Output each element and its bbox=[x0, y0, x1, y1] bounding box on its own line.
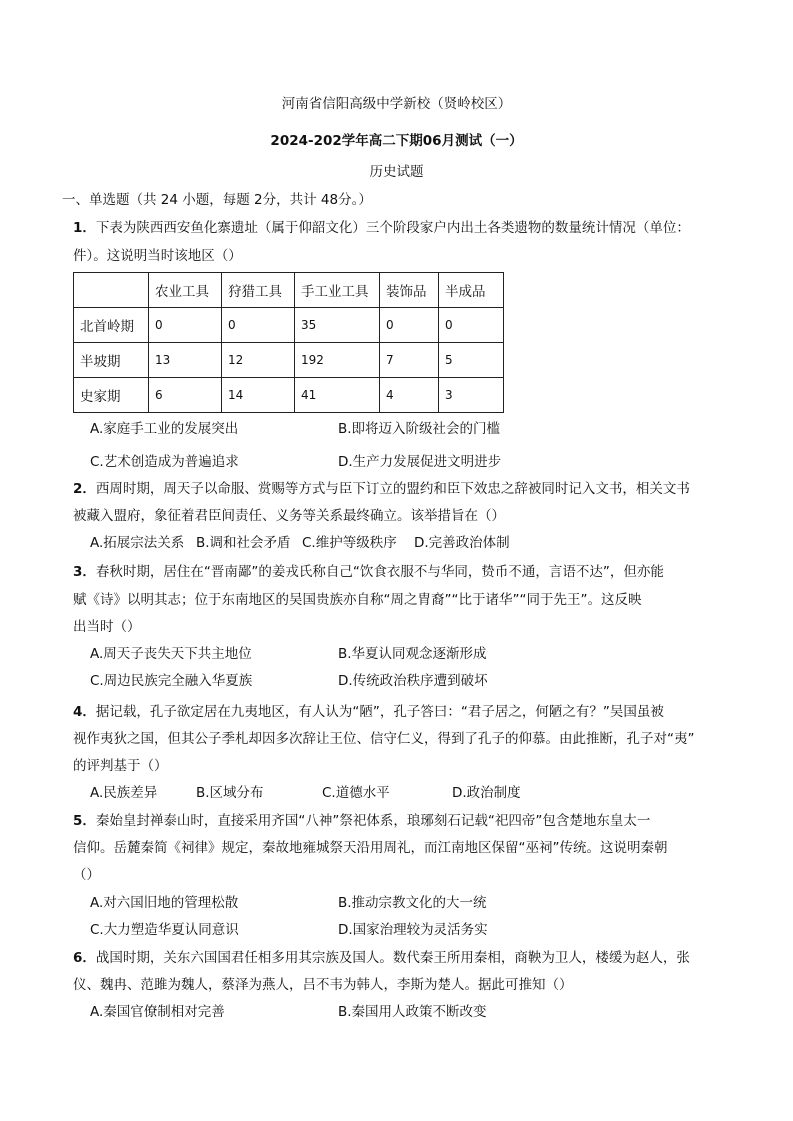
question-6-line-1 bbox=[73, 948, 690, 968]
table-header-cell bbox=[74, 273, 149, 308]
table-cell: 3 bbox=[439, 378, 504, 413]
table-cell: 13 bbox=[149, 343, 222, 378]
question-4-line-3: 的评判基于（） bbox=[73, 758, 168, 774]
question-number: 6． bbox=[73, 950, 96, 966]
q2-option-c[interactable]: C.维护等级秩序 bbox=[302, 535, 397, 551]
table-cell: 35 bbox=[295, 308, 380, 343]
table-header-cell: 农业工具 bbox=[149, 273, 222, 308]
question-text: 春秋时期，居住在“晋南鄙”的姜戎氏称自己“饮食衣服不与华同，贽币不通，言语不达”，但亦能 bbox=[95, 564, 664, 580]
question-1-line-1 bbox=[73, 218, 690, 238]
table-cell: 12 bbox=[222, 343, 295, 378]
table-cell: 0 bbox=[222, 308, 295, 343]
table-cell: 5 bbox=[439, 343, 504, 378]
table-cell: 7 bbox=[380, 343, 439, 378]
q4-option-a[interactable]: A.民族差异 bbox=[90, 785, 158, 801]
table-cell: 0 bbox=[439, 308, 504, 343]
table-header-cell: 半成品 bbox=[439, 273, 504, 308]
table-cell: 4 bbox=[380, 378, 439, 413]
question-5-line-3: （） bbox=[73, 867, 100, 883]
question-number: 4． bbox=[73, 704, 96, 720]
table-header-cell: 装饰品 bbox=[380, 273, 439, 308]
table-header-row bbox=[74, 273, 504, 308]
q2-option-b[interactable]: B.调和社会矛盾 bbox=[196, 535, 291, 551]
table-row bbox=[74, 378, 504, 413]
school-name: 河南省信阳高级中学新校（贤岭校区） bbox=[281, 96, 512, 112]
q4-option-c[interactable]: C.道德水平 bbox=[322, 785, 390, 801]
q4-option-d[interactable]: D.政治制度 bbox=[452, 785, 521, 801]
q1-option-b[interactable]: B.即将迈入阶级社会的门槛 bbox=[338, 421, 501, 437]
table-header-cell: 手工业工具 bbox=[295, 273, 380, 308]
table-cell: 史家期 bbox=[74, 378, 149, 413]
q3-option-d[interactable]: D.传统政治秩序遭到破坏 bbox=[338, 673, 488, 689]
q5-option-d[interactable]: D.国家治理较为灵活务实 bbox=[338, 922, 488, 938]
question-3-line-3: 出当时（） bbox=[73, 619, 141, 635]
table-header-cell: 狩猎工具 bbox=[222, 273, 295, 308]
question-text: 战国时期，关东六国国君任相多用其宗族及国人。数代秦王所用秦相，商鞅为卫人，楼缓为赵人，张 bbox=[95, 950, 690, 966]
q5-option-a[interactable]: A.对六国旧地的管理松散 bbox=[90, 895, 239, 911]
q1-option-c[interactable]: C.艺术创造成为普遍追求 bbox=[90, 454, 239, 470]
q1-option-d[interactable]: D.生产力发展促进文明进步 bbox=[338, 454, 502, 470]
q2-option-a[interactable]: A.拓展宗法关系 bbox=[90, 535, 185, 551]
table-row bbox=[74, 343, 504, 378]
question-3-line-2: 赋《诗》以明其志；位于东南地区的吴国贵族亦自称“周之胄裔”“比于诸华”“同于先王”。这反映 bbox=[73, 592, 642, 608]
question-4-line-2: 视作夷狄之国，但其公子季札却因多次辞让王位、信守仁义，得到了孔子的仰慕。由此推断，孔子对“夷” bbox=[73, 731, 695, 747]
question-4-line-1 bbox=[73, 702, 664, 722]
question-2-line-2: 被藏入盟府，象征着君臣间责任、义务等关系最终确立。该举措旨在（） bbox=[73, 508, 505, 524]
q1-option-a[interactable]: A.家庭手工业的发展突出 bbox=[90, 421, 239, 437]
table-row bbox=[74, 308, 504, 343]
q6-option-b[interactable]: B.秦国用人政策不断改变 bbox=[338, 1004, 487, 1020]
question-2-line-1 bbox=[73, 479, 690, 499]
q3-option-c[interactable]: C.周边民族完全融入华夏族 bbox=[90, 673, 253, 689]
table-cell: 半坡期 bbox=[74, 343, 149, 378]
subject-title: 历史试题 bbox=[369, 164, 424, 180]
q5-option-b[interactable]: B.推动宗教文化的大一统 bbox=[338, 895, 487, 911]
question-text: 据记载，孔子欲定居在九夷地区，有人认为“陋”，孔子答曰：“君子居之，何陋之有？”吴国虽被 bbox=[95, 704, 664, 720]
artifact-table bbox=[73, 272, 504, 413]
q5-option-c[interactable]: C.大力塑造华夏认同意识 bbox=[90, 922, 239, 938]
question-6-line-2: 仪、魏冉、范雎为魏人，蔡泽为燕人，吕不韦为韩人，李斯为楚人。据此可推知（） bbox=[73, 977, 573, 993]
table-cell: 6 bbox=[149, 378, 222, 413]
question-number: 5． bbox=[73, 813, 96, 829]
section-heading: 一、单选题（共 24 小题，每题 2分，共计 48分。） bbox=[62, 192, 372, 208]
question-5-line-1 bbox=[73, 811, 650, 831]
q4-option-b[interactable]: B.区域分布 bbox=[196, 785, 264, 801]
q6-option-a[interactable]: A.秦国官僚制相对完善 bbox=[90, 1004, 225, 1020]
q2-option-d[interactable]: D.完善政治体制 bbox=[414, 535, 510, 551]
table-cell: 0 bbox=[380, 308, 439, 343]
table-cell: 北首岭期 bbox=[74, 308, 149, 343]
table-cell: 192 bbox=[295, 343, 380, 378]
table-cell: 14 bbox=[222, 378, 295, 413]
table-cell: 41 bbox=[295, 378, 380, 413]
q3-option-b[interactable]: B.华夏认同观念逐渐形成 bbox=[338, 646, 487, 662]
question-number: 2． bbox=[73, 481, 96, 497]
question-1-line-2: 件）。这说明当时该地区（） bbox=[73, 248, 242, 264]
question-number: 3． bbox=[73, 564, 96, 580]
question-text: 西周时期，周天子以命服、赏赐等方式与臣下订立的盟约和臣下效忠之辞被同时记入文书，相关文书 bbox=[95, 481, 690, 497]
table-cell: 0 bbox=[149, 308, 222, 343]
exam-title: 2024-202学年高二下期06月测试（一） bbox=[270, 133, 523, 149]
question-5-line-2: 信仰。岳麓秦简《祠律》规定，秦故地雍城祭天沿用周礼，而江南地区保留“巫祠”传统。这说明秦朝 bbox=[73, 840, 668, 856]
question-3-line-1 bbox=[73, 562, 664, 582]
q3-option-a[interactable]: A.周天子丧失天下共主地位 bbox=[90, 646, 252, 662]
question-number: 1． bbox=[73, 220, 96, 236]
question-text: 下表为陕西西安鱼化寨遗址（属于仰韶文化）三个阶段家户内出土各类遗物的数量统计情况（单位： bbox=[95, 220, 690, 236]
question-text: 秦始皇封禅泰山时，直接采用齐国“八神”祭祀体系，琅琊刻石记载“祀四帝”包含楚地东皇太一 bbox=[95, 813, 651, 829]
